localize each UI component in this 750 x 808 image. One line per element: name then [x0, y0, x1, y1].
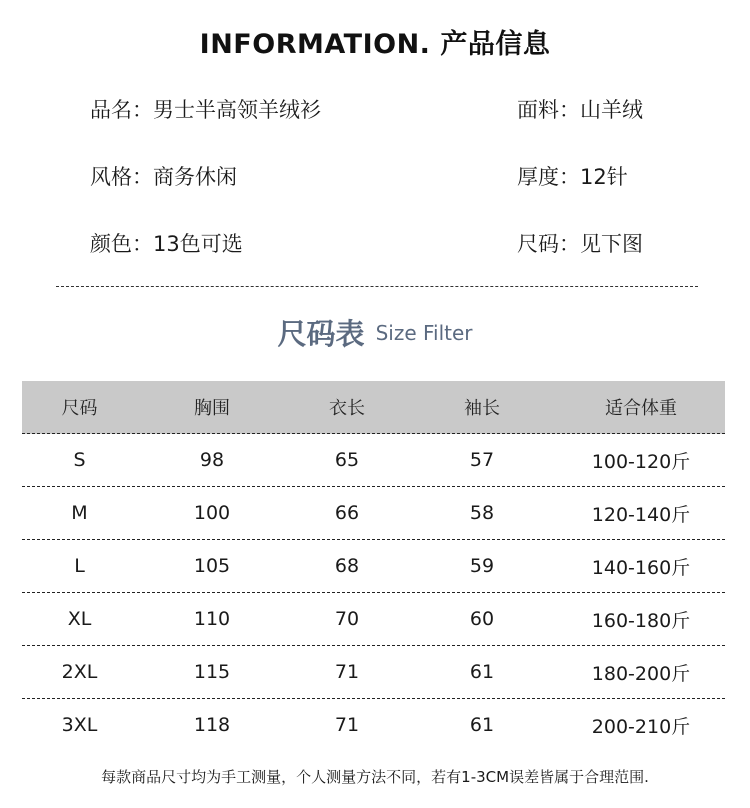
- cell-size: M: [71, 502, 88, 524]
- cell-chest: 98: [199, 449, 225, 471]
- size-chart-title: [0, 312, 750, 353]
- cell-size: L: [74, 555, 85, 577]
- cell-length: 70: [334, 608, 360, 630]
- table-row: [22, 646, 725, 699]
- cell-sleeve: 57: [469, 449, 495, 471]
- measurement-note: 每款商品尺寸均为手工测量，个人测量方法不同，若有1-3CM误差皆属于合理范围.: [101, 768, 649, 786]
- info-fabric: 面料：山羊绒: [517, 98, 643, 122]
- cell-chest: 118: [193, 714, 231, 736]
- cell-sleeve: 61: [469, 714, 495, 736]
- header-chest: 胸围: [194, 398, 230, 419]
- cell-sleeve: 59: [469, 555, 495, 577]
- header-weight: 适合体重: [605, 398, 677, 419]
- info-color: 颜色：13色可选: [90, 232, 243, 256]
- cell-length: 71: [334, 714, 360, 736]
- cell-weight: 180-200斤: [591, 662, 691, 685]
- cell-chest: 115: [193, 661, 231, 683]
- cell-length: 66: [334, 502, 360, 524]
- header-size: 尺码: [61, 398, 98, 419]
- cell-chest: 105: [193, 555, 231, 577]
- header-sleeve: 袖长: [464, 398, 500, 419]
- cell-weight: 100-120斤: [591, 450, 691, 473]
- cell-length: 65: [334, 449, 360, 471]
- table-row: [22, 593, 725, 646]
- info-product-name: 品名：男士半高领羊绒衫: [90, 98, 321, 122]
- page-title: INFORMATION. 产品信息: [199, 29, 551, 60]
- cell-weight: 160-180斤: [591, 609, 691, 632]
- table-row: [22, 699, 725, 751]
- info-size: 尺码：见下图: [517, 232, 643, 256]
- cell-chest: 100: [193, 502, 231, 524]
- cell-weight: 120-140斤: [591, 503, 691, 526]
- cell-weight: 200-210斤: [591, 715, 691, 738]
- cell-length: 68: [334, 555, 360, 577]
- table-row: [22, 434, 725, 487]
- info-style: 风格：商务休闲: [90, 165, 237, 189]
- cell-sleeve: 60: [469, 608, 495, 630]
- cell-size: 3XL: [61, 714, 98, 736]
- cell-sleeve: 61: [469, 661, 495, 683]
- dashed-divider: [56, 286, 698, 287]
- info-thickness: 厚度：12针: [517, 165, 628, 189]
- cell-size: XL: [67, 608, 92, 630]
- size-chart-title-en: Size Filter: [375, 320, 473, 345]
- cell-size: 2XL: [61, 661, 98, 683]
- size-table: [22, 381, 725, 751]
- table-header-row: [22, 381, 725, 434]
- table-row: [22, 487, 725, 540]
- size-chart-title-cn: 尺码表: [277, 317, 365, 351]
- cell-sleeve: 58: [469, 502, 495, 524]
- cell-size: S: [73, 449, 86, 471]
- header-length: 衣长: [329, 398, 365, 419]
- cell-weight: 140-160斤: [591, 556, 691, 579]
- table-row: [22, 540, 725, 593]
- cell-chest: 110: [193, 608, 231, 630]
- cell-length: 71: [334, 661, 360, 683]
